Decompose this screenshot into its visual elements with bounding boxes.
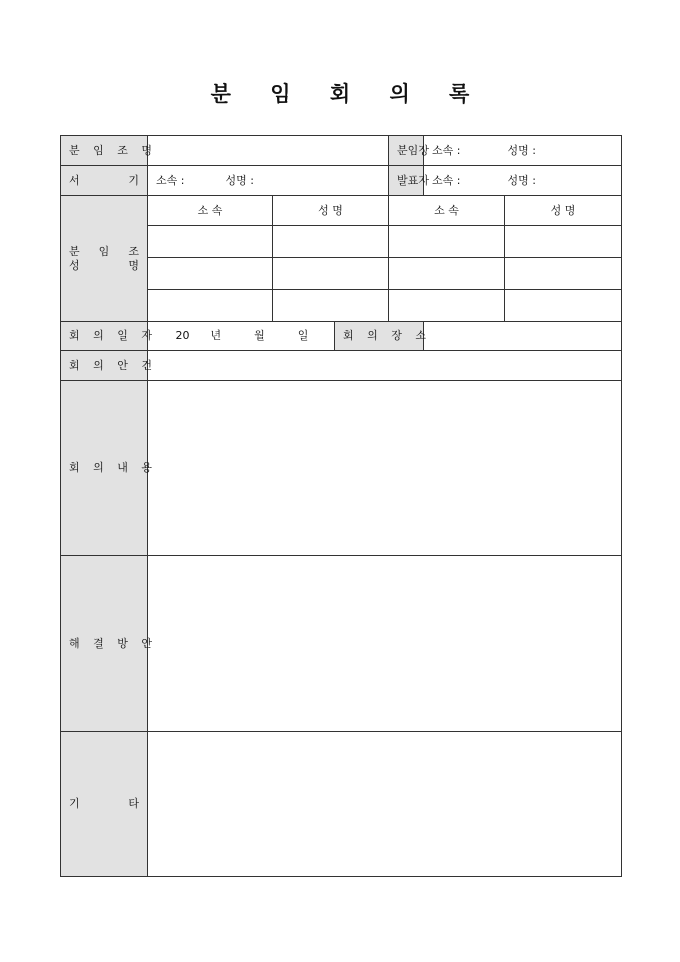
presenter-affiliation-label: 소속 : bbox=[432, 173, 461, 187]
content-label: 회 의 내 용 bbox=[61, 381, 148, 556]
member-header-affiliation-1: 소 속 bbox=[148, 196, 273, 226]
meeting-place-field[interactable] bbox=[424, 322, 622, 351]
member-cell[interactable] bbox=[505, 226, 622, 258]
member-cell[interactable] bbox=[273, 226, 389, 258]
member-cell[interactable] bbox=[505, 290, 622, 322]
members-label: 분 임 조 성 명 bbox=[61, 196, 148, 322]
presenter-name-label: 성명 : bbox=[507, 173, 536, 187]
member-cell[interactable] bbox=[505, 258, 622, 290]
leader-label: 분 임 장 bbox=[389, 136, 424, 166]
year-prefix: 20 bbox=[175, 329, 190, 343]
meeting-date-field[interactable] bbox=[148, 322, 335, 351]
month-label: 월 bbox=[254, 329, 265, 343]
leader-field[interactable] bbox=[424, 136, 622, 166]
member-cell[interactable] bbox=[148, 290, 273, 322]
meeting-minutes-form bbox=[60, 135, 622, 877]
group-name-field[interactable] bbox=[148, 136, 389, 166]
agenda-label: 회 의 안 건 bbox=[61, 351, 148, 381]
member-header-name-1: 성 명 bbox=[273, 196, 389, 226]
secretary-label: 서 기 bbox=[61, 166, 148, 196]
secretary-affiliation-label: 소속 : bbox=[156, 173, 185, 187]
other-label: 기 타 bbox=[61, 731, 148, 876]
agenda-field[interactable] bbox=[148, 351, 622, 381]
member-cell[interactable] bbox=[389, 290, 505, 322]
secretary-name-label: 성명 : bbox=[225, 173, 254, 187]
presenter-field[interactable] bbox=[424, 166, 622, 196]
member-header-affiliation-2: 소 속 bbox=[389, 196, 505, 226]
leader-affiliation-label: 소속 : bbox=[432, 143, 461, 157]
member-cell[interactable] bbox=[273, 290, 389, 322]
meeting-date-label: 회 의 일 자 bbox=[61, 322, 148, 351]
member-cell[interactable] bbox=[273, 258, 389, 290]
page-title: 분 임 회 의 록 bbox=[210, 81, 486, 106]
member-cell[interactable] bbox=[389, 226, 505, 258]
day-label: 일 bbox=[297, 329, 309, 343]
presenter-label: 발 표 자 bbox=[389, 166, 424, 196]
meeting-place-label: 회 의 장 소 bbox=[335, 322, 424, 351]
content-field[interactable] bbox=[148, 381, 622, 556]
member-header-name-2: 성 명 bbox=[505, 196, 622, 226]
leader-name-label: 성명 : bbox=[507, 143, 536, 157]
solution-field[interactable] bbox=[148, 556, 622, 731]
secretary-field[interactable] bbox=[148, 166, 389, 196]
year-label: 년 bbox=[210, 329, 222, 343]
solution-label: 해 결 방 안 bbox=[61, 556, 148, 731]
member-cell[interactable] bbox=[148, 258, 273, 290]
other-field[interactable] bbox=[148, 731, 622, 876]
group-name-label: 분 임 조 명 bbox=[61, 136, 148, 166]
member-cell[interactable] bbox=[389, 258, 505, 290]
member-cell[interactable] bbox=[148, 226, 273, 258]
